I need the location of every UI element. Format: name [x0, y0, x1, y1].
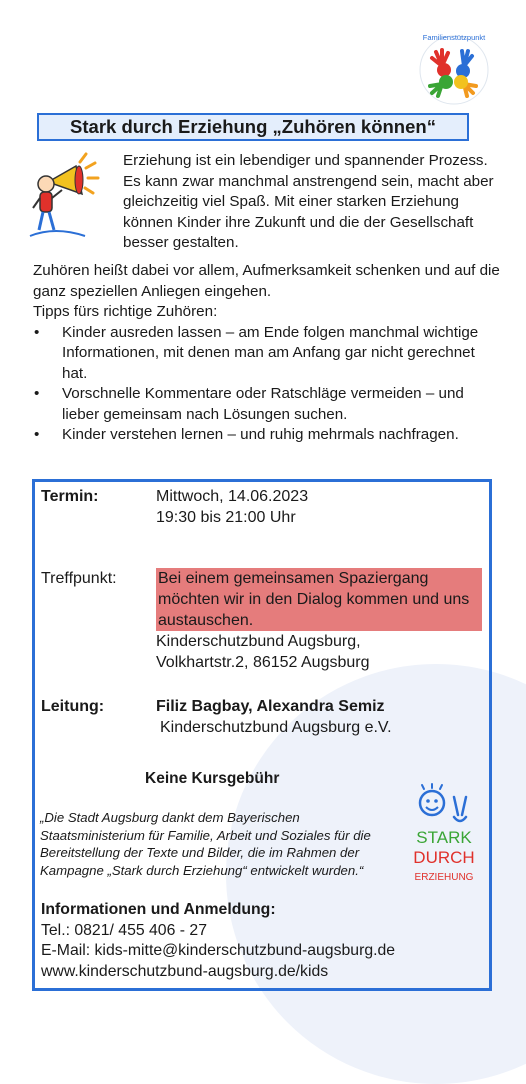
stark-durch-erziehung-logo [408, 783, 480, 899]
contact-phone: Tel.: 0821/ 455 406 - 27 [41, 921, 207, 939]
contact-heading: Informationen und Anmeldung: [41, 901, 276, 918]
contact-section [41, 900, 481, 982]
treffpunkt-note: Bei einem gemeinsamen Spaziergang möchten wir in den Dialog kommen und uns austauschen. [156, 568, 482, 631]
treffpunkt-label: Treffpunkt: [41, 570, 117, 587]
hand-icon [432, 50, 451, 77]
tips-list [33, 323, 501, 446]
page-title: Stark durch Erziehung „Zuhören können“ [37, 113, 469, 141]
event-date: Mittwoch, 14.06.2023 [156, 488, 309, 505]
leitung-label: Leitung: [41, 698, 105, 715]
leaders: Filiz Bagbay, Alexandra Semiz [156, 698, 385, 715]
location-name: Kinderschutzbund Augsburg, [156, 633, 361, 650]
contact-email: E-Mail: kids-mitte@kinderschutzbund-augsburg.de [41, 942, 396, 959]
organization: Kinderschutzbund Augsburg e.V. [160, 719, 392, 736]
logo-text: Familienstützpunkt [422, 33, 486, 42]
bullet: • [34, 426, 40, 443]
location-address: Volkhartstr.2, 86152 Augsburg [156, 654, 370, 671]
treffpunkt-block [156, 568, 482, 673]
logo-line-2: DURCH [413, 848, 475, 867]
familienstuetzpunkt-logo [412, 26, 496, 110]
hand-icon [456, 51, 472, 78]
megaphone-figure-icon [28, 150, 114, 245]
body-paragraph: Zuhören heißt dabei vor allem, Aufmerksamkeit schenken und auf die ganz speziellen Anliegen eingehen. [33, 262, 500, 300]
contact-web: www.kinderschutzbund-augsburg.de/kids [41, 962, 329, 980]
bullet: • [34, 323, 40, 341]
smiley-icon [420, 784, 444, 815]
logo-line-3: ERZIEHUNG [414, 872, 474, 883]
event-info-box [32, 479, 492, 991]
fee-note: Keine Kursgebühr [145, 770, 280, 787]
acknowledgement-text: „Die Stadt Augsburg dankt dem Bayerischen Staatsministerium für Familie, Arbeit und Soziales für die Bereitstellung der Texte und Bilder, die im Rahmen der Kampagne „Stark durch Erziehung“ entwickelt wurden.“ [40, 810, 371, 878]
victory-hand-icon [454, 797, 466, 821]
list-item: • Kinder verstehen lernen – und ruhig mehrmals nachfragen. [33, 425, 501, 446]
termin-label: Termin: [41, 488, 99, 505]
hand-icon [454, 75, 476, 96]
body-section [33, 261, 501, 446]
intro-text: Erziehung ist ein lebendiger und spannender Prozess. Es kann zwar manchmal anstrengend sein, macht aber gleichzeitig viel Spaß. Mit einer starken Erziehung können Kinder ihre Zukunft und die der Gesellschaft besser gestalten. [123, 152, 494, 251]
event-time: 19:30 bis 21:00 Uhr [156, 509, 296, 526]
tips-heading: Tipps fürs richtige Zuhören: [33, 303, 218, 320]
list-item: • Kinder ausreden lassen – am Ende folgen manchmal wichtige Informationen, mit denen man am Anfang gar nicht gerechnet hat. [34, 323, 479, 382]
list-item: • Vorschnelle Kommentare oder Ratschläge vermeiden – und lieber gemeinsam nach Lösungen suchen. [34, 385, 464, 423]
bullet: • [34, 385, 40, 402]
logo-line-1: STARK [416, 828, 472, 847]
hand-icon [430, 75, 453, 96]
